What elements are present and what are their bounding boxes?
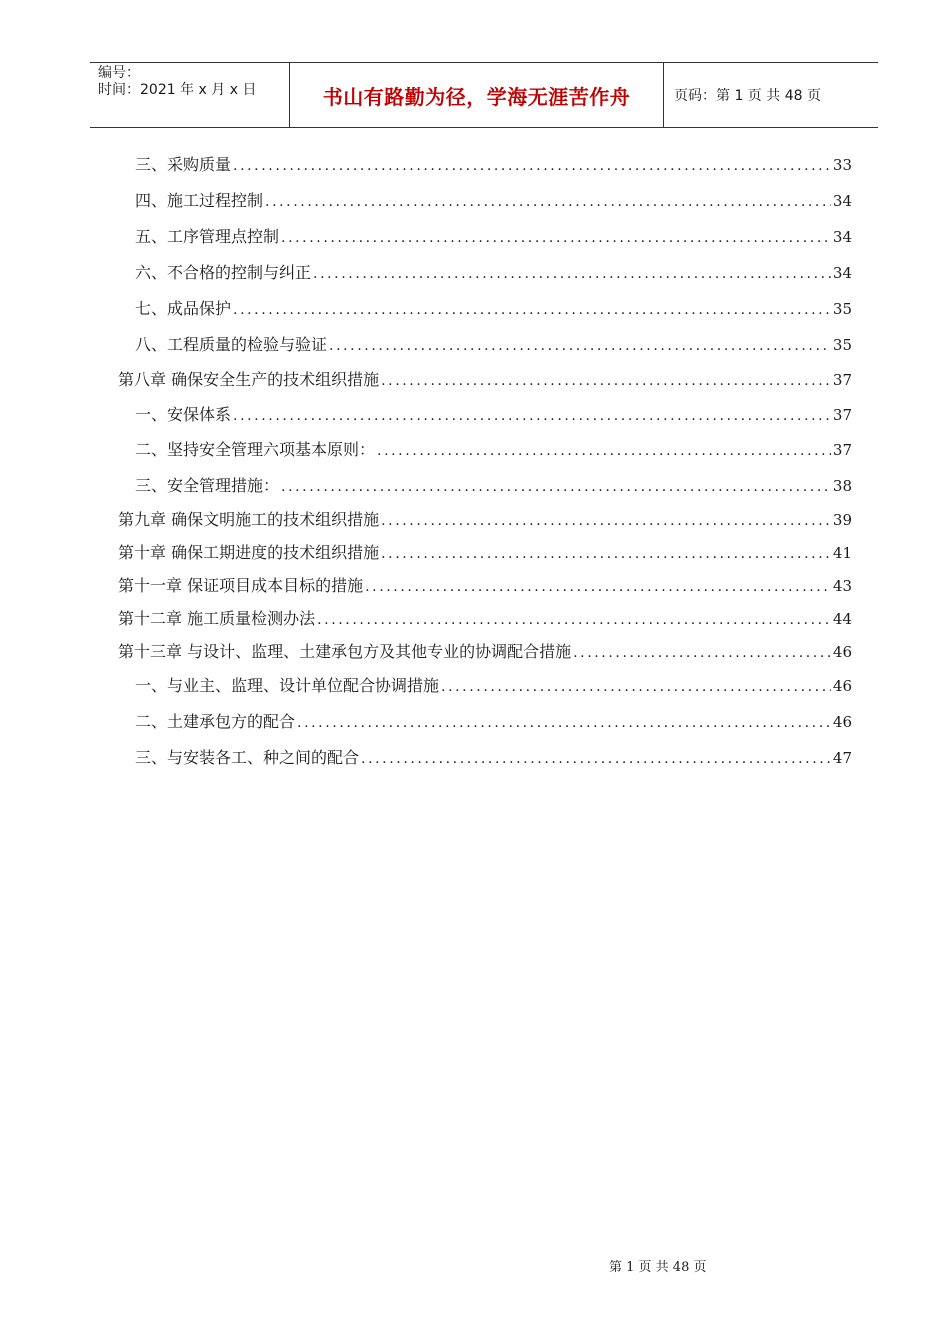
toc-leader-dots	[233, 302, 831, 318]
toc-leader-dots	[365, 579, 831, 595]
toc-entry-page: 34	[832, 192, 852, 210]
toc-entry	[118, 473, 852, 507]
toc-entry-page: 35	[832, 336, 852, 354]
toc-leader-dots	[329, 338, 831, 354]
toc-entry	[118, 332, 852, 367]
table-of-contents	[118, 152, 852, 781]
toc-entry-label: 第十章 确保工期进度的技术组织措施	[118, 543, 380, 562]
toc-entry-page: 41	[832, 544, 852, 562]
toc-entry	[118, 745, 852, 781]
document-number-label: 编号：	[98, 65, 140, 81]
toc-entry	[118, 437, 852, 473]
toc-chapter-entry	[118, 507, 852, 540]
toc-entry-label: 第八章 确保安全生产的技术组织措施	[118, 370, 380, 389]
toc-entry-page: 46	[832, 677, 852, 695]
document-time-label: 时间：2021 年 x 月 x 日	[98, 82, 257, 98]
toc-entry-label: 三、采购质量	[135, 155, 232, 174]
toc-leader-dots	[233, 158, 831, 174]
toc-entry-page: 44	[832, 610, 852, 628]
toc-leader-dots	[313, 266, 831, 282]
toc-leader-dots	[281, 230, 831, 246]
toc-entry-label: 第十三章 与设计、监理、土建承包方及其他专业的协调配合措施	[118, 642, 572, 661]
toc-entry-label: 一、安保体系	[135, 405, 232, 424]
toc-entry-label: 一、与业主、监理、设计单位配合协调措施	[135, 676, 440, 695]
toc-entry	[118, 152, 852, 188]
toc-entry-page: 46	[832, 643, 852, 661]
toc-leader-dots	[361, 751, 831, 767]
toc-leader-dots	[297, 715, 831, 731]
header-page-info: 页码：第 1 页 共 48 页	[674, 88, 821, 104]
toc-entry-label: 六、不合格的控制与纠正	[135, 263, 312, 282]
toc-entry-page: 38	[832, 477, 852, 495]
toc-leader-dots	[381, 513, 831, 529]
toc-entry-page: 39	[832, 511, 852, 529]
toc-chapter-entry	[118, 639, 852, 673]
toc-entry-label: 三、安全管理措施：	[135, 476, 280, 495]
toc-chapter-entry	[118, 367, 852, 402]
toc-leader-dots	[441, 679, 831, 695]
toc-entry-label: 第十一章 保证项目成本目标的措施	[118, 576, 364, 595]
toc-entry-label: 第十二章 施工质量检测办法	[118, 609, 316, 628]
toc-entry-page: 37	[832, 441, 852, 459]
toc-leader-dots	[265, 194, 831, 210]
toc-entry-page: 34	[832, 228, 852, 246]
toc-chapter-entry	[118, 540, 852, 573]
toc-entry-label: 四、施工过程控制	[135, 191, 264, 210]
toc-entry	[118, 296, 852, 332]
toc-entry-page: 34	[832, 264, 852, 282]
toc-entry-page: 47	[832, 749, 852, 767]
toc-entry	[118, 260, 852, 296]
toc-leader-dots	[381, 546, 831, 562]
toc-entry-label: 第九章 确保文明施工的技术组织措施	[118, 510, 380, 529]
toc-entry-page: 33	[832, 156, 852, 174]
toc-entry	[118, 188, 852, 224]
footer-page-number: 第 1 页 共 48 页	[609, 1260, 707, 1275]
toc-entry-label: 七、成品保护	[135, 299, 232, 318]
toc-entry-page: 37	[832, 406, 852, 424]
header-meta	[90, 63, 290, 127]
toc-entry-page: 37	[832, 371, 852, 389]
toc-entry	[118, 402, 852, 437]
toc-leader-dots	[281, 479, 831, 495]
toc-leader-dots	[317, 612, 831, 628]
toc-entry-page: 35	[832, 300, 852, 318]
toc-entry-page: 43	[832, 577, 852, 595]
toc-entry	[118, 224, 852, 260]
toc-entry	[118, 709, 852, 745]
toc-entry-page: 46	[832, 713, 852, 731]
page-header	[90, 62, 878, 128]
toc-leader-dots	[573, 645, 831, 661]
toc-entry	[118, 673, 852, 709]
toc-entry-label: 三、与安装各工、种之间的配合	[135, 748, 360, 767]
toc-entry-label: 二、土建承包方的配合	[135, 712, 296, 731]
toc-leader-dots	[381, 373, 831, 389]
header-motto: 书山有路勤为径，学海无涯苦作舟	[290, 63, 664, 127]
toc-entry-label: 八、工程质量的检验与验证	[135, 335, 328, 354]
toc-leader-dots	[377, 443, 831, 459]
toc-entry-label: 五、工序管理点控制	[135, 227, 280, 246]
toc-entry-label: 二、坚持安全管理六项基本原则：	[135, 440, 376, 459]
toc-chapter-entry	[118, 573, 852, 606]
toc-leader-dots	[233, 408, 831, 424]
toc-chapter-entry	[118, 606, 852, 639]
